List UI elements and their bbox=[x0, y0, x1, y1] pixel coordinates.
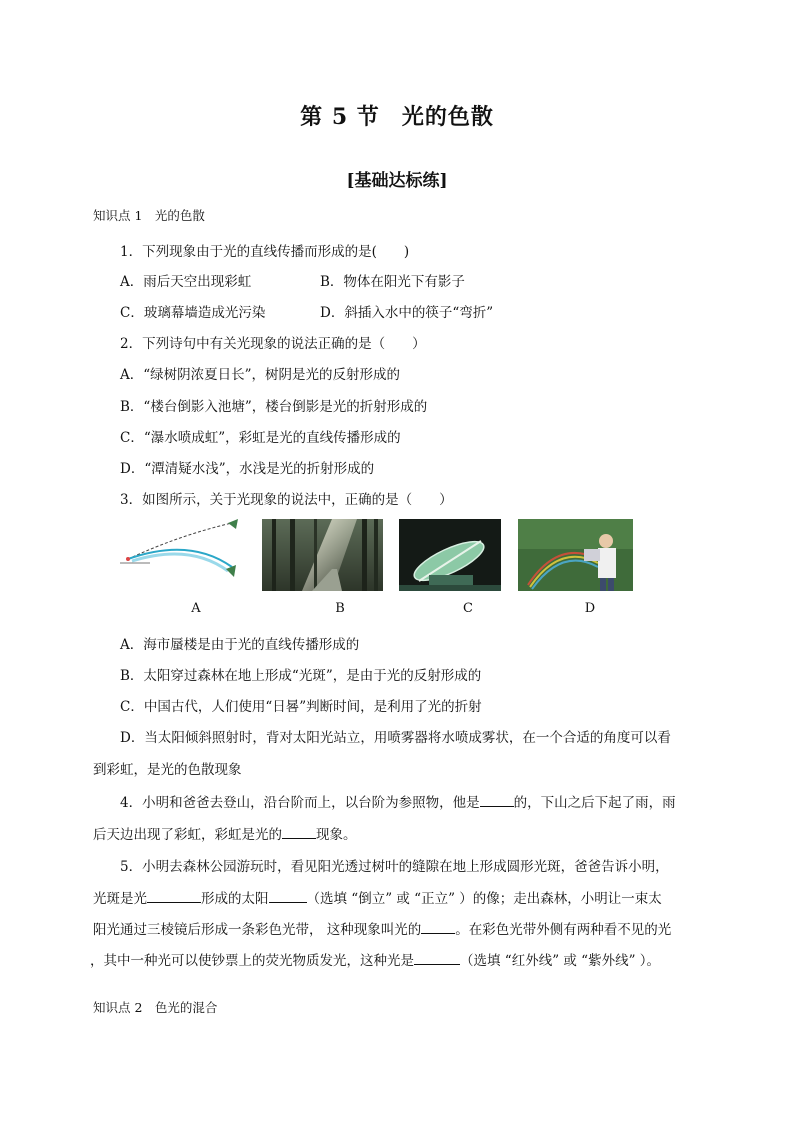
q3-option-d-line1: D．当太阳倾斜照射时，背对太阳光站立，用喷雾器将水喷成雾状，在一个合适的角度可以看 bbox=[120, 730, 671, 746]
q2-stem: 2．下列诗句中有关光现象的说法正确的是（ ） bbox=[120, 336, 426, 352]
knowledge-point-1: 知识点 1 光的色散 bbox=[93, 208, 205, 223]
q5-line3: 阳光通过三棱镜后形成一条彩色光带， 这种现象叫光的 。在彩色光带外侧有两种看不见的光 bbox=[93, 922, 672, 938]
answer-blank[interactable] bbox=[269, 890, 307, 903]
figure-label-c: C bbox=[463, 601, 473, 616]
q5-line4: ，其中一种光可以使钞票上的荧光物质发光，这种光是 （选填 “红外线” 或 “紫外线” ）。 bbox=[90, 953, 661, 969]
practice-heading: [基础达标练] bbox=[346, 171, 448, 191]
q4-line1: 4．小明和爸爸去登山，沿台阶而上，以台阶为参照物，他是 的，下山之后下起了雨，雨 bbox=[120, 795, 676, 811]
figure-d-rainbow-spray bbox=[518, 519, 633, 591]
section-title: 光的色散 bbox=[401, 104, 494, 130]
q1-option-c: C．玻璃幕墙造成光污染 bbox=[120, 305, 266, 321]
q1-option-a: A．雨后天空出现彩虹 bbox=[120, 274, 252, 290]
q2-option-a: A．“绿树阴浓夏日长”，树阴是光的反射形成的 bbox=[120, 367, 401, 383]
q3-option-d-line2: 到彩虹，是光的色散现象 bbox=[93, 762, 242, 778]
knowledge-point-2: 知识点 2 色光的混合 bbox=[93, 1000, 218, 1015]
q3-stem: 3．如图所示，关于光现象的说法中，正确的是（ ） bbox=[120, 492, 453, 508]
q4-line2: 后天边出现了彩虹，彩虹是光的 现象。 bbox=[93, 827, 357, 843]
q3-option-a: A．海市蜃楼是由于光的直线传播形成的 bbox=[120, 637, 360, 653]
figure-c-sundial bbox=[399, 519, 501, 591]
q2-option-c: C．“瀑水喷成虹”，彩虹是光的直线传播形成的 bbox=[120, 430, 401, 446]
figure-label-a: A bbox=[191, 601, 201, 616]
answer-blank[interactable] bbox=[414, 952, 460, 965]
q3-option-b: B．太阳穿过森林在地上形成“光斑”，是由于光的反射形成的 bbox=[120, 668, 482, 684]
q5-line2: 光斑是光 形成的太阳 （选填 “倒立” 或 “正立” ）的像；走出森林，小明让一束太 bbox=[93, 891, 662, 907]
figure-b-forest-light bbox=[262, 519, 383, 591]
section-number: 第 5 节 bbox=[300, 104, 380, 130]
q3-option-c: C．中国古代，人们使用“日晷”判断时间，是利用了光的折射 bbox=[120, 699, 482, 715]
q5-line1: 5．小明去森林公园游玩时，看见阳光透过树叶的缝隙在地上形成圆形光斑，爸爸告诉小明， bbox=[120, 859, 669, 875]
q2-option-b: B．“楼台倒影入池塘”，楼台倒影是光的折射形成的 bbox=[120, 399, 428, 415]
q1-stem: 1．下列现象由于光的直线传播而形成的是( ) bbox=[120, 244, 410, 260]
figure-label-d: D bbox=[584, 601, 596, 616]
answer-blank[interactable] bbox=[421, 921, 455, 934]
figure-a-mirage bbox=[120, 519, 250, 591]
answer-blank[interactable] bbox=[282, 826, 316, 839]
figure-label-b: B bbox=[335, 601, 345, 616]
page-title bbox=[0, 100, 794, 131]
q1-option-b: B．物体在阳光下有影子 bbox=[320, 274, 465, 290]
q1-option-d: D．斜插入水中的筷子“弯折” bbox=[320, 305, 494, 321]
answer-blank[interactable] bbox=[480, 794, 514, 807]
q2-option-d: D．“潭清疑水浅”，水浅是光的折射形成的 bbox=[120, 461, 375, 477]
answer-blank[interactable] bbox=[147, 890, 201, 903]
